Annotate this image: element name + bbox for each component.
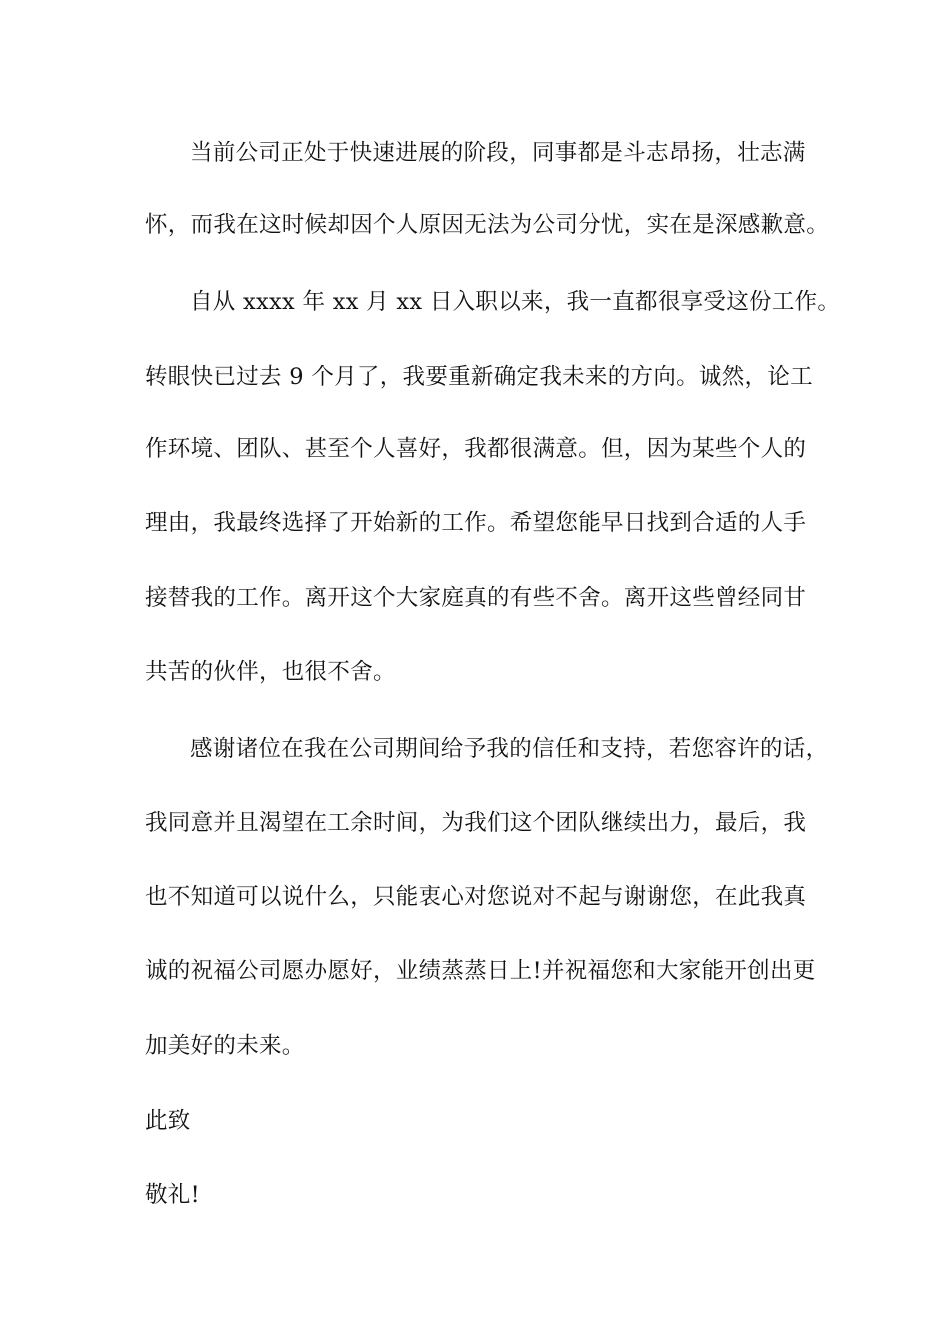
paragraph-1-line-1: 当前公司正处于快速进展的阶段，同事都是斗志昂扬，壮志满 xyxy=(190,140,806,166)
paragraph-2-line-5: 接替我的工作。离开这个大家庭真的有些不舍。离开这些曾经同甘 xyxy=(145,585,807,611)
closing-regards: 敬礼! xyxy=(145,1182,200,1208)
paragraph-2-line-3: 作环境、团队、甚至个人喜好，我都很满意。但，因为某些个人的 xyxy=(145,436,807,462)
paragraph-3-line-4: 诚的祝福公司愿办愿好，业绩蒸蒸日上!并祝福您和大家能开创出更 xyxy=(145,958,816,984)
paragraph-3-line-1: 感谢诸位在我在公司期间给予我的信任和支持，若您容许的话， xyxy=(190,736,829,762)
paragraph-2-line-6: 共苦的伙伴，也很不舍。 xyxy=(145,659,396,685)
paragraph-2-line-1: 自从 xxxx 年 xx 月 xx 日入职以来，我一直都很享受这份工作。 xyxy=(190,289,841,315)
paragraph-3-line-5: 加美好的未来。 xyxy=(145,1033,305,1059)
paragraph-3-line-2: 我同意并且渴望在工余时间，为我们这个团队继续出力，最后，我 xyxy=(145,810,807,836)
paragraph-2-line-4: 理由，我最终选择了开始新的工作。希望您能早日找到合适的人手 xyxy=(145,510,807,536)
paragraph-3-line-3: 也不知道可以说什么，只能衷心对您说对不起与谢谢您，在此我真 xyxy=(145,884,807,910)
closing-salutation: 此致 xyxy=(145,1108,191,1134)
paragraph-2-line-2: 转眼快已过去 9 个月了，我要重新确定我未来的方向。诚然，论工 xyxy=(145,364,813,390)
paragraph-1-line-2: 怀，而我在这时候却因个人原因无法为公司分忧，实在是深感歉意。 xyxy=(145,212,830,238)
